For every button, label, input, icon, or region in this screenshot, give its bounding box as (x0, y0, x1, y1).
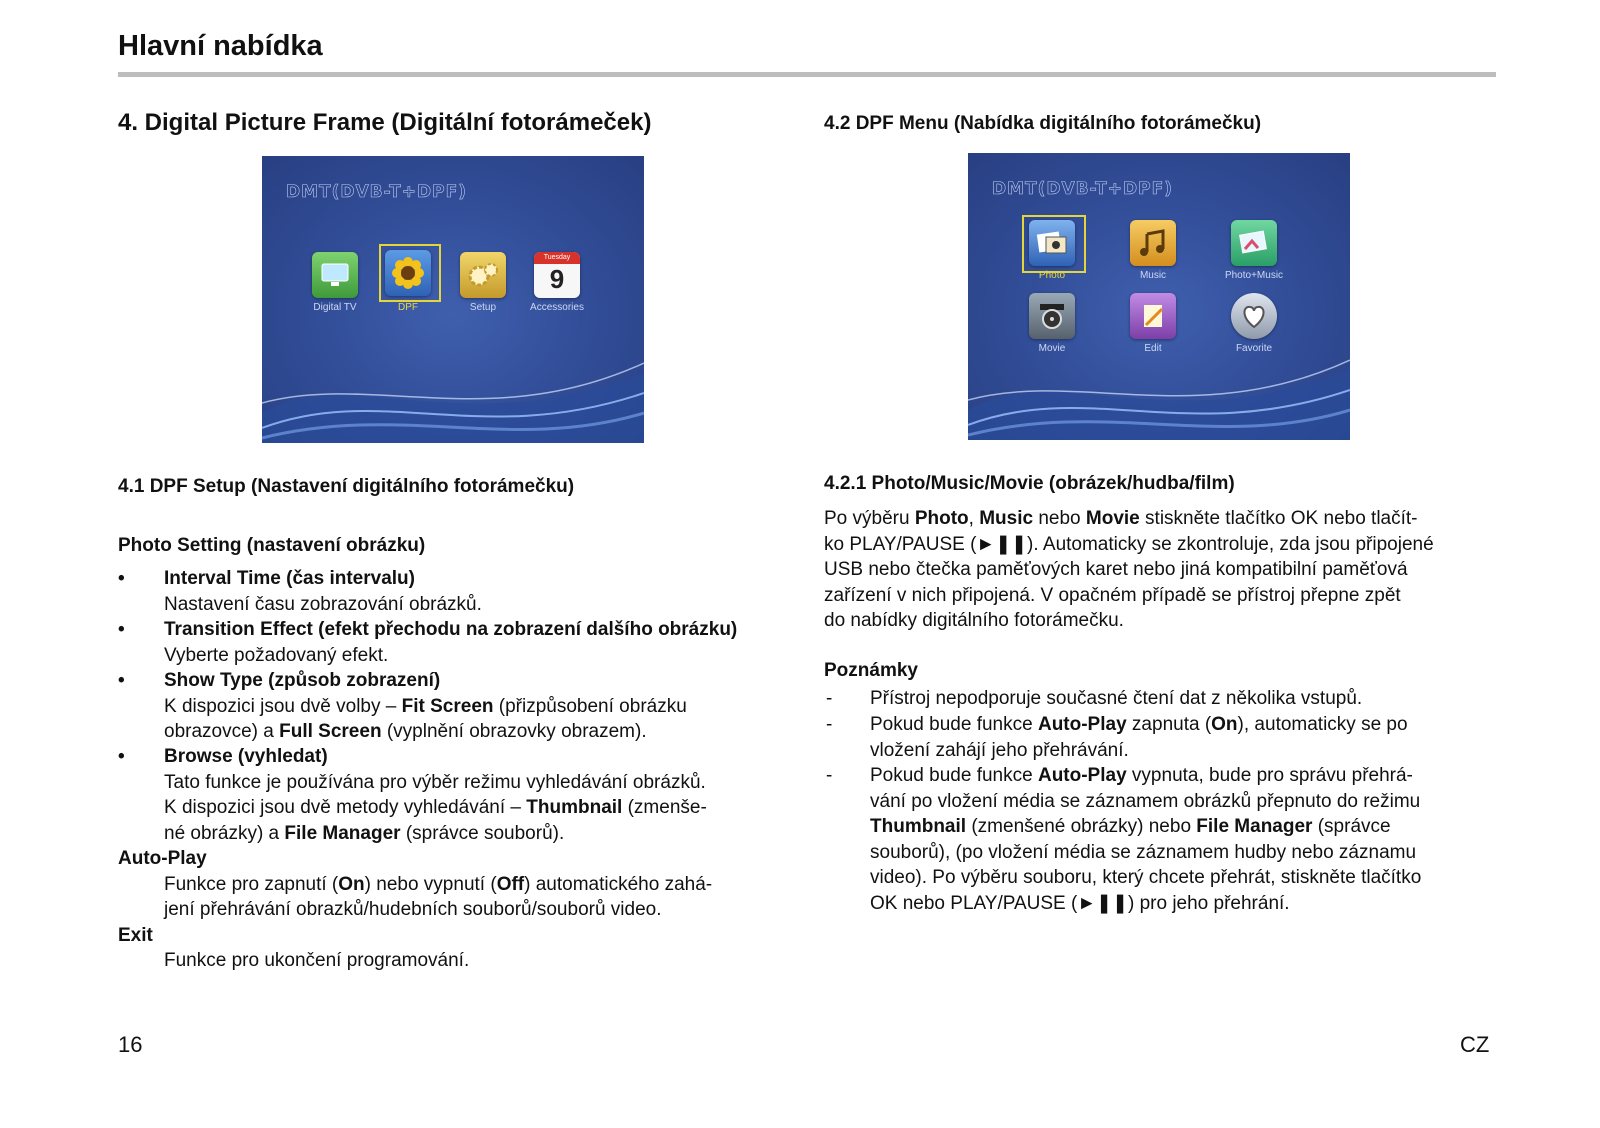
bullet-mark: • (118, 619, 125, 640)
calendar-day: Tuesday (534, 252, 580, 264)
bullet-mark: • (118, 568, 125, 589)
note-2 (870, 712, 1496, 763)
photo-music-icon (1231, 220, 1277, 266)
transition-effect-title: Transition Effect (efekt přechodu na zobrazení dalšího obrázku) (164, 619, 738, 640)
page-header: Hlavní nabídka (118, 30, 323, 62)
notes-heading: Poznámky (824, 660, 918, 681)
note-dash: - (826, 714, 833, 735)
note-3-line-1: Pokud bude funkce Auto-Play vypnuta, bude pro správu přehrá- (870, 765, 1413, 786)
exit-title: Exit (118, 924, 153, 946)
photo-setting-heading: Photo Setting (nastavení obrázku) (118, 535, 426, 556)
auto-play-line-2: jení přehrávání obrazků/hudebních souborů/souborů video. (164, 899, 662, 920)
browse-item (164, 744, 789, 846)
tv-icon (312, 252, 358, 298)
exit-desc: Funkce pro ukončení programování. (164, 950, 470, 971)
item-label-setup: Setup (469, 302, 497, 313)
show-type-line-2: obrazovce) a Full Screen (vyplnění obrazovky obrazem). (164, 721, 647, 742)
note-1: Přístroj nepodporuje současné čtení dat z několika vstupů. (870, 688, 1363, 709)
main-menu-screenshot (262, 156, 644, 443)
calendar-icon (534, 252, 580, 298)
transition-effect-item (164, 617, 804, 668)
note-3-line-2: vání po vložení média se záznamem obrázků přepnuto do režimu (870, 790, 1421, 812)
item-label-accessories: Accessories (530, 302, 584, 313)
wave-decoration (968, 330, 1350, 440)
item-label-photo-music: Photo+Music (1224, 270, 1284, 281)
pmm-line-5: do nabídky digitálního fotorámečku. (824, 610, 1124, 631)
browse-line-3: né obrázky) a File Manager (správce souborů). (164, 822, 565, 844)
note-3-line-3: Thumbnail (zmenšené obrázky) nebo File Manager (správce (870, 816, 1391, 837)
note-dash: - (826, 765, 833, 786)
interval-time-desc: Nastavení času zobrazování obrázků. (164, 593, 482, 615)
item-label-music: Music (1139, 270, 1167, 281)
browse-title: Browse (vyhledat) (164, 746, 328, 767)
pmm-line-2: ko PLAY/PAUSE (►❚❚). Automaticky se zkontroluje, zda jsou připojené (824, 533, 1434, 555)
item-label-edit: Edit (1144, 343, 1162, 354)
show-type-title: Show Type (způsob zobrazení) (164, 670, 441, 691)
note-3-line-6: OK nebo PLAY/PAUSE (►❚❚) pro jeho přehrání. (870, 892, 1290, 914)
item-label-digital-tv: Digital TV (313, 302, 357, 313)
music-icon (1130, 220, 1176, 266)
bullet-mark: • (118, 746, 125, 767)
browse-line-1: Tato funkce je používána pro výběr režimu vyhledávání obrázků. (164, 771, 706, 793)
language-code: CZ (1460, 1032, 1490, 1057)
header-rule (118, 72, 1496, 77)
auto-play-line-1: Funkce pro zapnutí (On) nebo vypnutí (Off) automatického zahá- (164, 873, 713, 895)
interval-time-title: Interval Time (čas intervalu) (164, 568, 415, 589)
note-2-line-2: vložení zahájí jeho přehrávání. (870, 739, 1129, 761)
page-number: 16 (118, 1032, 143, 1057)
screen-brand: DMT(DVB-T+DPF) (992, 179, 1173, 199)
dpf-setup-heading: 4.1 DPF Setup (Nastavení digitálního fotorámečku) (118, 476, 575, 497)
auto-play-title: Auto-Play (118, 848, 207, 869)
dpf-menu-screenshot (968, 153, 1350, 440)
gears-icon (460, 252, 506, 298)
show-type-line-1: K dispozici jsou dvě volby – Fit Screen (přizpůsobení obrázku (164, 695, 687, 717)
sunflower-icon (385, 250, 431, 296)
wave-decoration (262, 333, 644, 443)
browse-line-2: K dispozici jsou dvě metody vyhledávání – Thumbnail (zmenše- (164, 797, 707, 818)
pmm-line-1: Po výběru Photo, Music nebo Movie stiskněte tlačítko OK nebo tlačít- (824, 508, 1418, 529)
item-label-favorite: Favorite (1235, 343, 1273, 354)
note-3-line-5: video). Po výběru souboru, který chcete přehrát, stiskněte tlačítko (870, 867, 1422, 888)
screen-brand: DMT(DVB-T+DPF) (286, 182, 467, 202)
show-type-item (164, 668, 789, 745)
note-3 (870, 763, 1496, 916)
pmm-paragraph (824, 506, 1496, 634)
photo-icon (1029, 220, 1075, 266)
interval-time-item (164, 566, 789, 617)
note-3-line-4: souborů), (po vložení média se záznamem hudby nebo záznamu (870, 841, 1417, 863)
transition-effect-desc: Vyberte požadovaný efekt. (164, 644, 389, 666)
auto-play-block (118, 846, 789, 974)
note-2-line-1: Pokud bude funkce Auto-Play zapnuta (On), automaticky se po (870, 714, 1408, 735)
item-label-movie: Movie (1038, 343, 1066, 354)
pmm-line-4: zařízení v nich připojená. V opačném případě se přístroj přepne zpět (824, 584, 1401, 606)
bullet-mark: • (118, 670, 125, 691)
note-dash: - (826, 688, 833, 709)
section-title-dpf-menu: 4.2 DPF Menu (Nabídka digitálního fotorámečku) (824, 113, 1262, 134)
item-label-photo: Photo (1038, 270, 1066, 281)
pmm-line-3: USB nebo čtečka paměťových karet nebo jiná kompatibilní paměťová (824, 559, 1408, 580)
photo-music-movie-heading: 4.2.1 Photo/Music/Movie (obrázek/hudba/film) (824, 473, 1235, 494)
section-title-dpf: 4. Digital Picture Frame (Digitální fotorámeček) (118, 109, 652, 136)
calendar-date: 9 (549, 264, 565, 294)
item-label-dpf: DPF (398, 302, 418, 313)
